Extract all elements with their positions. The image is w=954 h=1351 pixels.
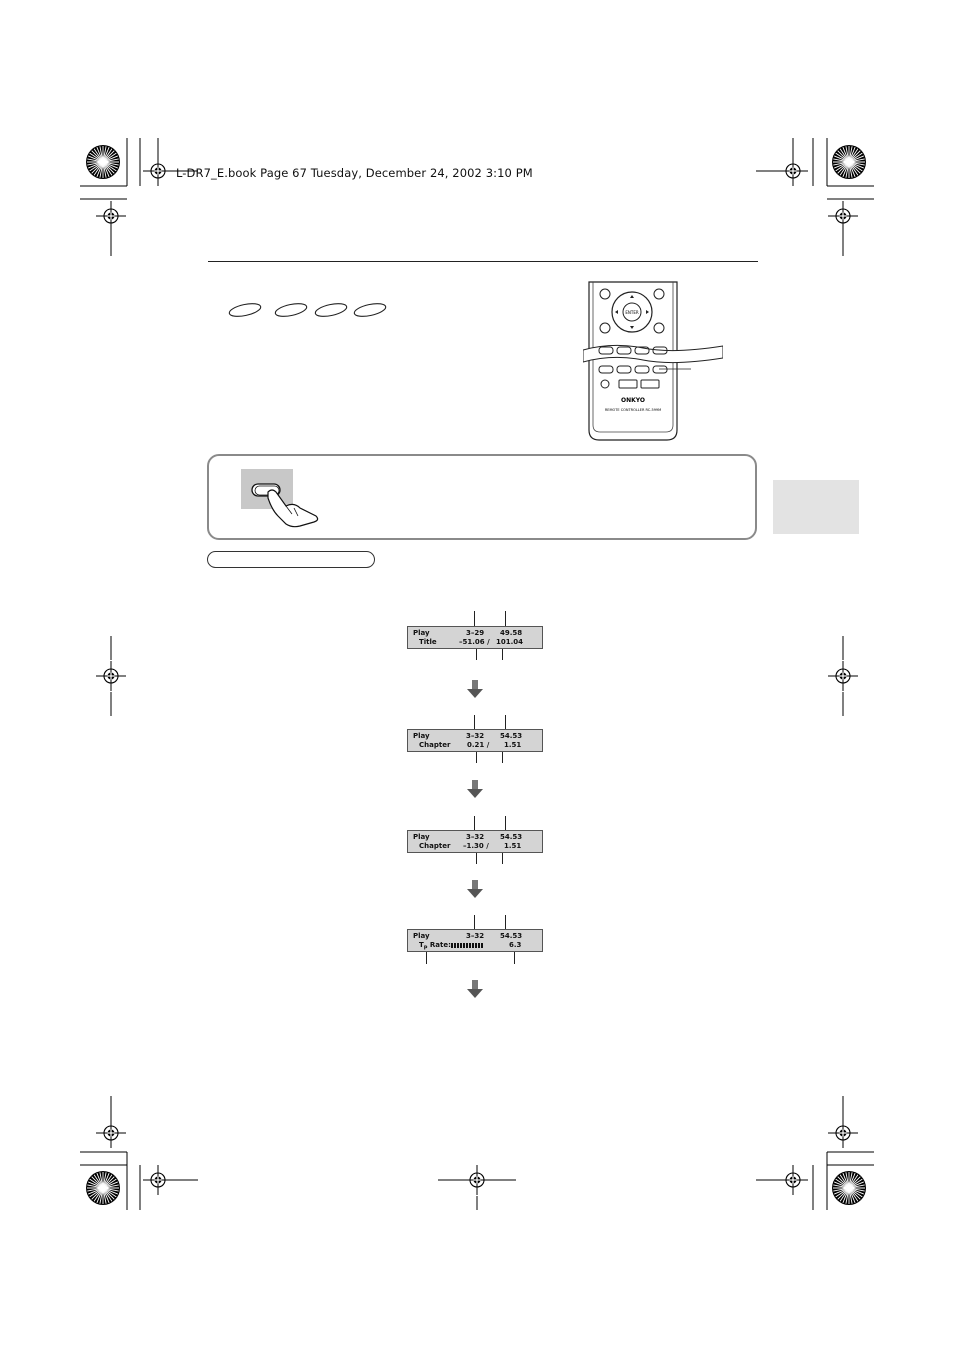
status-label: Play	[413, 833, 430, 841]
bitrate-value: 6.3	[509, 940, 522, 949]
down-arrow-icon	[467, 880, 483, 900]
callout-line	[476, 853, 477, 864]
callout-line	[474, 611, 475, 626]
down-arrow-icon	[467, 680, 483, 700]
disc-ellipse-icon	[314, 301, 348, 318]
chapter-remaining: –1.30 /	[463, 841, 489, 850]
title-chapter-number: 3–32	[466, 732, 485, 740]
callout-line	[505, 715, 506, 730]
bitrate-meter	[451, 941, 484, 950]
onscreen-display-2	[407, 729, 543, 752]
enter-button-label: ENTER	[625, 310, 639, 315]
callout-line	[476, 752, 477, 763]
down-arrow-icon	[467, 980, 483, 1000]
disc-type-badges	[228, 298, 388, 322]
callout-line	[502, 649, 503, 660]
callout-line	[474, 915, 475, 930]
callout-line	[505, 915, 506, 930]
onscreen-display-4	[407, 929, 543, 952]
callout-line	[426, 952, 427, 964]
elapsed-time: 54.53	[500, 833, 523, 841]
section-rule	[208, 261, 758, 262]
remote-controller-illustration	[583, 280, 723, 445]
elapsed-time: 49.58	[500, 629, 523, 637]
disc-ellipse-icon	[274, 301, 308, 318]
chapter-total: 1.51	[504, 841, 522, 850]
callout-line	[505, 816, 506, 831]
book-info-header: L-DR7_E.book Page 67 Tuesday, December 24, 2002 3:10 PM	[176, 166, 533, 180]
mode-label: Title	[419, 637, 437, 646]
onscreen-display-1	[407, 626, 543, 649]
chapter-side-tab	[773, 480, 859, 534]
bitrate-label: $T_P$ Rate:	[419, 940, 451, 951]
callout-line	[474, 715, 475, 730]
callout-line	[514, 952, 515, 964]
remaining-time: –51.06 /	[459, 637, 490, 646]
callout-line	[502, 853, 503, 864]
status-label: Play	[413, 629, 430, 637]
total-time: 101.04	[496, 637, 524, 646]
callout-line	[474, 816, 475, 831]
status-label: Play	[413, 732, 430, 740]
chapter-elapsed: 0.21 /	[467, 740, 490, 749]
onscreen-display-3	[407, 830, 543, 853]
section-heading-pill	[207, 551, 375, 568]
down-arrow-icon	[467, 780, 483, 800]
elapsed-time: 54.53	[500, 932, 523, 940]
callout-line	[505, 611, 506, 626]
disc-ellipse-icon	[353, 301, 387, 318]
elapsed-time: 54.53	[500, 732, 523, 740]
remote-caption: REMOTE CONTROLLER RC-599M	[604, 408, 662, 412]
title-chapter-number: 3–32	[466, 932, 485, 940]
mode-label: Chapter	[419, 740, 451, 749]
callout-line	[476, 649, 477, 660]
onkyo-logo: ONKYO	[620, 397, 646, 404]
disc-ellipse-icon	[228, 301, 262, 318]
title-chapter-number: 3–32	[466, 833, 485, 841]
mode-label: Chapter	[419, 841, 451, 850]
status-label: Play	[413, 932, 430, 940]
chapter-total: 1.51	[504, 740, 522, 749]
title-chapter-number: 3–29	[466, 629, 485, 637]
finger-press-button-icon	[248, 476, 323, 531]
callout-line	[502, 752, 503, 763]
